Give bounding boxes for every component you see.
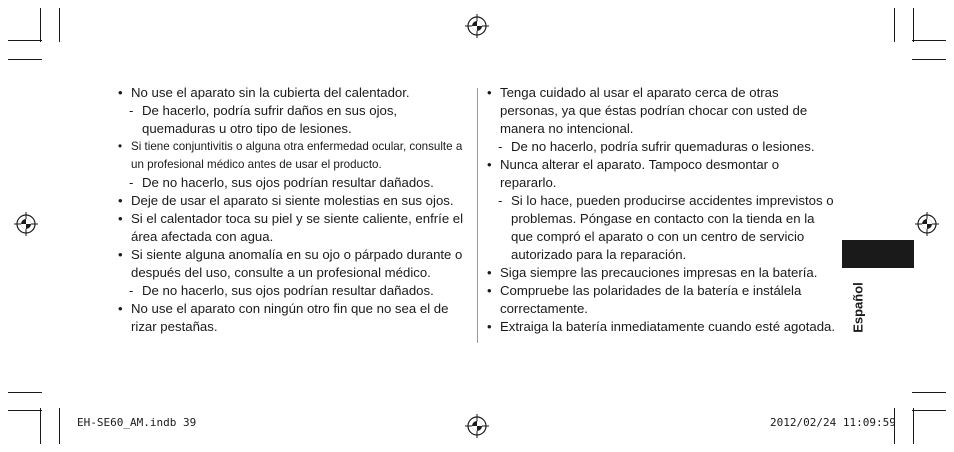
list-item: • Siga siempre las precauciones impresas en la batería. <box>487 264 837 282</box>
list-item: • Compruebe las polaridades de la batería e instálela correctamente. <box>487 282 837 318</box>
list-item: • No use el aparato sin la cubierta del calentador. <box>118 84 470 102</box>
registration-mark-icon <box>14 212 38 236</box>
sub-item: - De no hacerlo, sus ojos podrían resultar dañados. <box>118 282 470 300</box>
list-item: • Si el calentador toca su piel y se siente caliente, enfríe el área afectada con agua. <box>118 210 470 246</box>
sub-item: - Si lo hace, pueden producirse accidentes imprevistos o problemas. Póngase en contacto con la tienda en la que compró el aparato o con un centro de servicio autorizado para la reparación. <box>487 192 837 264</box>
footer-datetime: 2012/02/24 11:09:59 <box>770 416 896 429</box>
crop-mark <box>8 59 42 60</box>
registration-mark-icon <box>465 414 489 438</box>
crop-mark <box>913 408 914 444</box>
sub-item: - De hacerlo, podría sufrir daños en sus ojos, quemaduras u otro tipo de lesiones. <box>118 102 470 138</box>
language-tab <box>842 240 914 268</box>
crop-mark <box>913 8 914 42</box>
sub-item: - De no hacerlo, podría sufrir quemaduras o lesiones. <box>487 138 837 156</box>
footer-file-info: EH-SE60_AM.indb 39 <box>77 416 197 429</box>
crop-mark <box>894 8 895 42</box>
left-column <box>118 84 470 336</box>
list-item: • Nunca alterar el aparato. Tampoco desmontar o repararlo. <box>487 156 837 192</box>
registration-mark-icon <box>465 14 489 38</box>
crop-mark <box>912 40 946 41</box>
column-divider <box>477 88 478 343</box>
list-item: • Si siente alguna anomalía en su ojo o párpado durante o después del uso, consulte a un profesional médico. <box>118 246 470 282</box>
right-column <box>487 84 837 336</box>
crop-mark <box>40 408 41 444</box>
list-item: • No use el aparato con ningún otro fin que no sea el de rizar pestañas. <box>118 300 470 336</box>
crop-mark <box>912 59 946 60</box>
crop-mark <box>8 392 42 393</box>
list-item: • Si tiene conjuntivitis o alguna otra enfermedad ocular, consulte a un profesional médico antes de usar el producto. <box>118 138 470 174</box>
list-item: • Extraiga la batería inmediatamente cuando esté agotada. <box>487 318 837 336</box>
crop-mark <box>59 408 60 444</box>
crop-mark <box>59 8 60 42</box>
list-item: • Deje de usar el aparato si siente molestias en sus ojos. <box>118 192 470 210</box>
language-label: Español <box>850 282 866 333</box>
crop-mark <box>8 40 42 41</box>
list-item: • Tenga cuidado al usar el aparato cerca de otras personas, ya que éstas podrían chocar con usted de manera no intencional. <box>487 84 837 138</box>
registration-mark-icon <box>915 212 939 236</box>
sub-item: - De no hacerlo, sus ojos podrían resultar dañados. <box>118 174 470 192</box>
crop-mark <box>40 8 41 42</box>
crop-mark <box>8 410 42 411</box>
crop-mark <box>912 410 946 411</box>
crop-mark <box>912 392 946 393</box>
